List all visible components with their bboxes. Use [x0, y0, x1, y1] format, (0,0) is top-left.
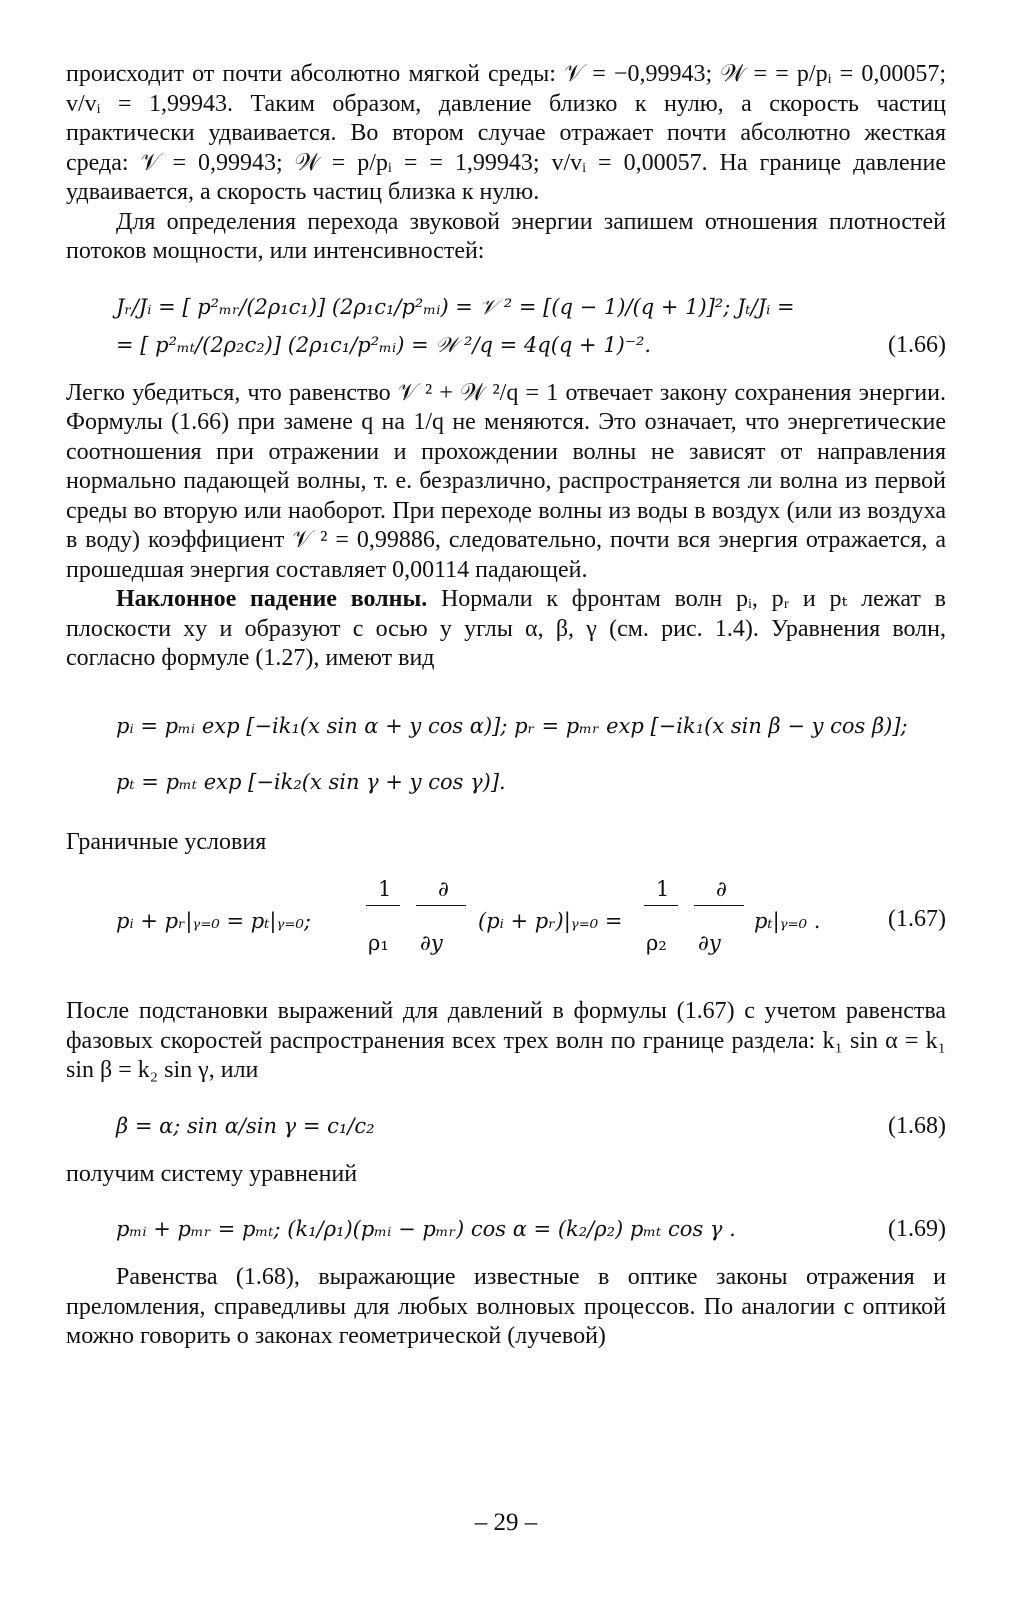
- equation-waves-line2: pₜ = pₘₜ exp [−ik₂(x sin γ + y cos γ)].: [116, 769, 506, 794]
- paragraph-optics: Равенства (1.68), выражающие известные в оптике законы отражения и преломления, справедливы для любых волновых процессов. По аналогии с оптикой можно говорить о законах геометрической (лучевой): [66, 1264, 946, 1349]
- equation-number: (1.67): [888, 906, 946, 932]
- equation-1-66-line2: = [ p²ₘₜ/(2ρ₂c₂)] (2ρ₁c₁/p²ₘᵢ) = 𝒲 ²/q = 4q(q + 1)⁻². (1.66): [66, 323, 946, 361]
- page-content: [66, 60, 946, 1536]
- paragraph-intro: происходит от почти абсолютно мягкой среды: 𝒱 = −0,99943; 𝒲 = = p/pᵢ = 0,00057; v/vᵢ = 1,99943. Таким образом, давление близко к нулю, а скорость частиц практически удваивается. Во втором случае отражает почти абсолютно жесткая среда: 𝒱 = 0,99943; 𝒲 = p/pᵢ = = 1,99943; v/vᵢ = 0,00057. На границе давление удваивается, а скорость частиц близка к нулю.: [66, 61, 946, 205]
- section-heading: Наклонное падение волны.: [116, 586, 428, 612]
- equation-1-66-line1: Jᵣ/Jᵢ = [ p²ₘᵣ/(2ρ₁c₁)] (2ρ₁c₁/p²ₘᵢ) = 𝒱 ² = [(q − 1)/(q + 1)]²; Jₜ/Jᵢ =: [116, 294, 795, 319]
- page-number: – 29 –: [474, 1509, 538, 1536]
- paragraph-oblique: Наклонное падение волны. Нормали к фронтам волн pᵢ, pᵣ и pₜ лежат в плоскости xy и образуют с осью y углы α, β, γ (см. рис. 1.4). Уравнения волн, согласно формуле (1.27), имеют вид: [66, 586, 946, 671]
- paragraph-energy: Для определения перехода звуковой энергии запишем отношения плотностей потоков мощности, или интенсивностей:: [66, 208, 946, 264]
- equation-1-67: pᵢ + pᵣ|ᵧ₌₀ = pₜ|ᵧ₌₀; 1 ρ₁ ∂ ∂y (pᵢ + pᵣ)|ᵧ₌₀ = 1 ρ₂ ∂ ∂y pₜ|ᵧ₌₀ . (1.67): [116, 877, 946, 955]
- equation-waves-line1: pᵢ = pₘᵢ exp [−ik₁(x sin α + y cos α)]; pᵣ = pₘᵣ exp [−ik₁(x sin β − y cos β)];: [116, 713, 908, 738]
- paragraph-system: получим систему уравнений: [66, 1160, 358, 1187]
- equation-1-68: β = α; sin α/sin γ = c₁/c₂ (1.68): [66, 1104, 946, 1142]
- equation-number: (1.66): [888, 331, 946, 358]
- equation-number: (1.68): [888, 1112, 946, 1139]
- paragraph-conservation: Легко убедиться, что равенство 𝒱 ² + 𝒲 ²/q = 1 отвечает закону сохранения энергии. Формулы (1.66) при замене q на 1/q не меняются. Это означает, что энергетические соотношения при отражении и прохождении волны не зависят от направления нормально падающей волны, т. е. безразлично, распространяется ли волна из первой среды во вторую или наоборот. При переходе волны из воды в воздух (или из воздуха в воду) коэффициент 𝒱 ² = 0,99886, следовательно, почти вся энергия отражается, а прошедшая энергия составляет 0,00114 падающей.: [66, 379, 946, 583]
- equation-1-69: pₘᵢ + pₘᵣ = pₘₜ; (k₁/ρ₁)(pₘᵢ − pₘᵣ) cos α = (k₂/ρ₂) pₘₜ cos γ . (1.69): [66, 1207, 946, 1245]
- paragraph-boundary: Граничные условия: [66, 828, 267, 855]
- equation-number: (1.69): [888, 1216, 946, 1242]
- paragraph-substitution: После подстановки выражений для давлений в формулы (1.67) с учетом равенства фазовых скоростей распространения всех трех волн по границе раздела: k₁ sin α = k₁ sin β = k₂ sin γ, или: [66, 998, 946, 1083]
